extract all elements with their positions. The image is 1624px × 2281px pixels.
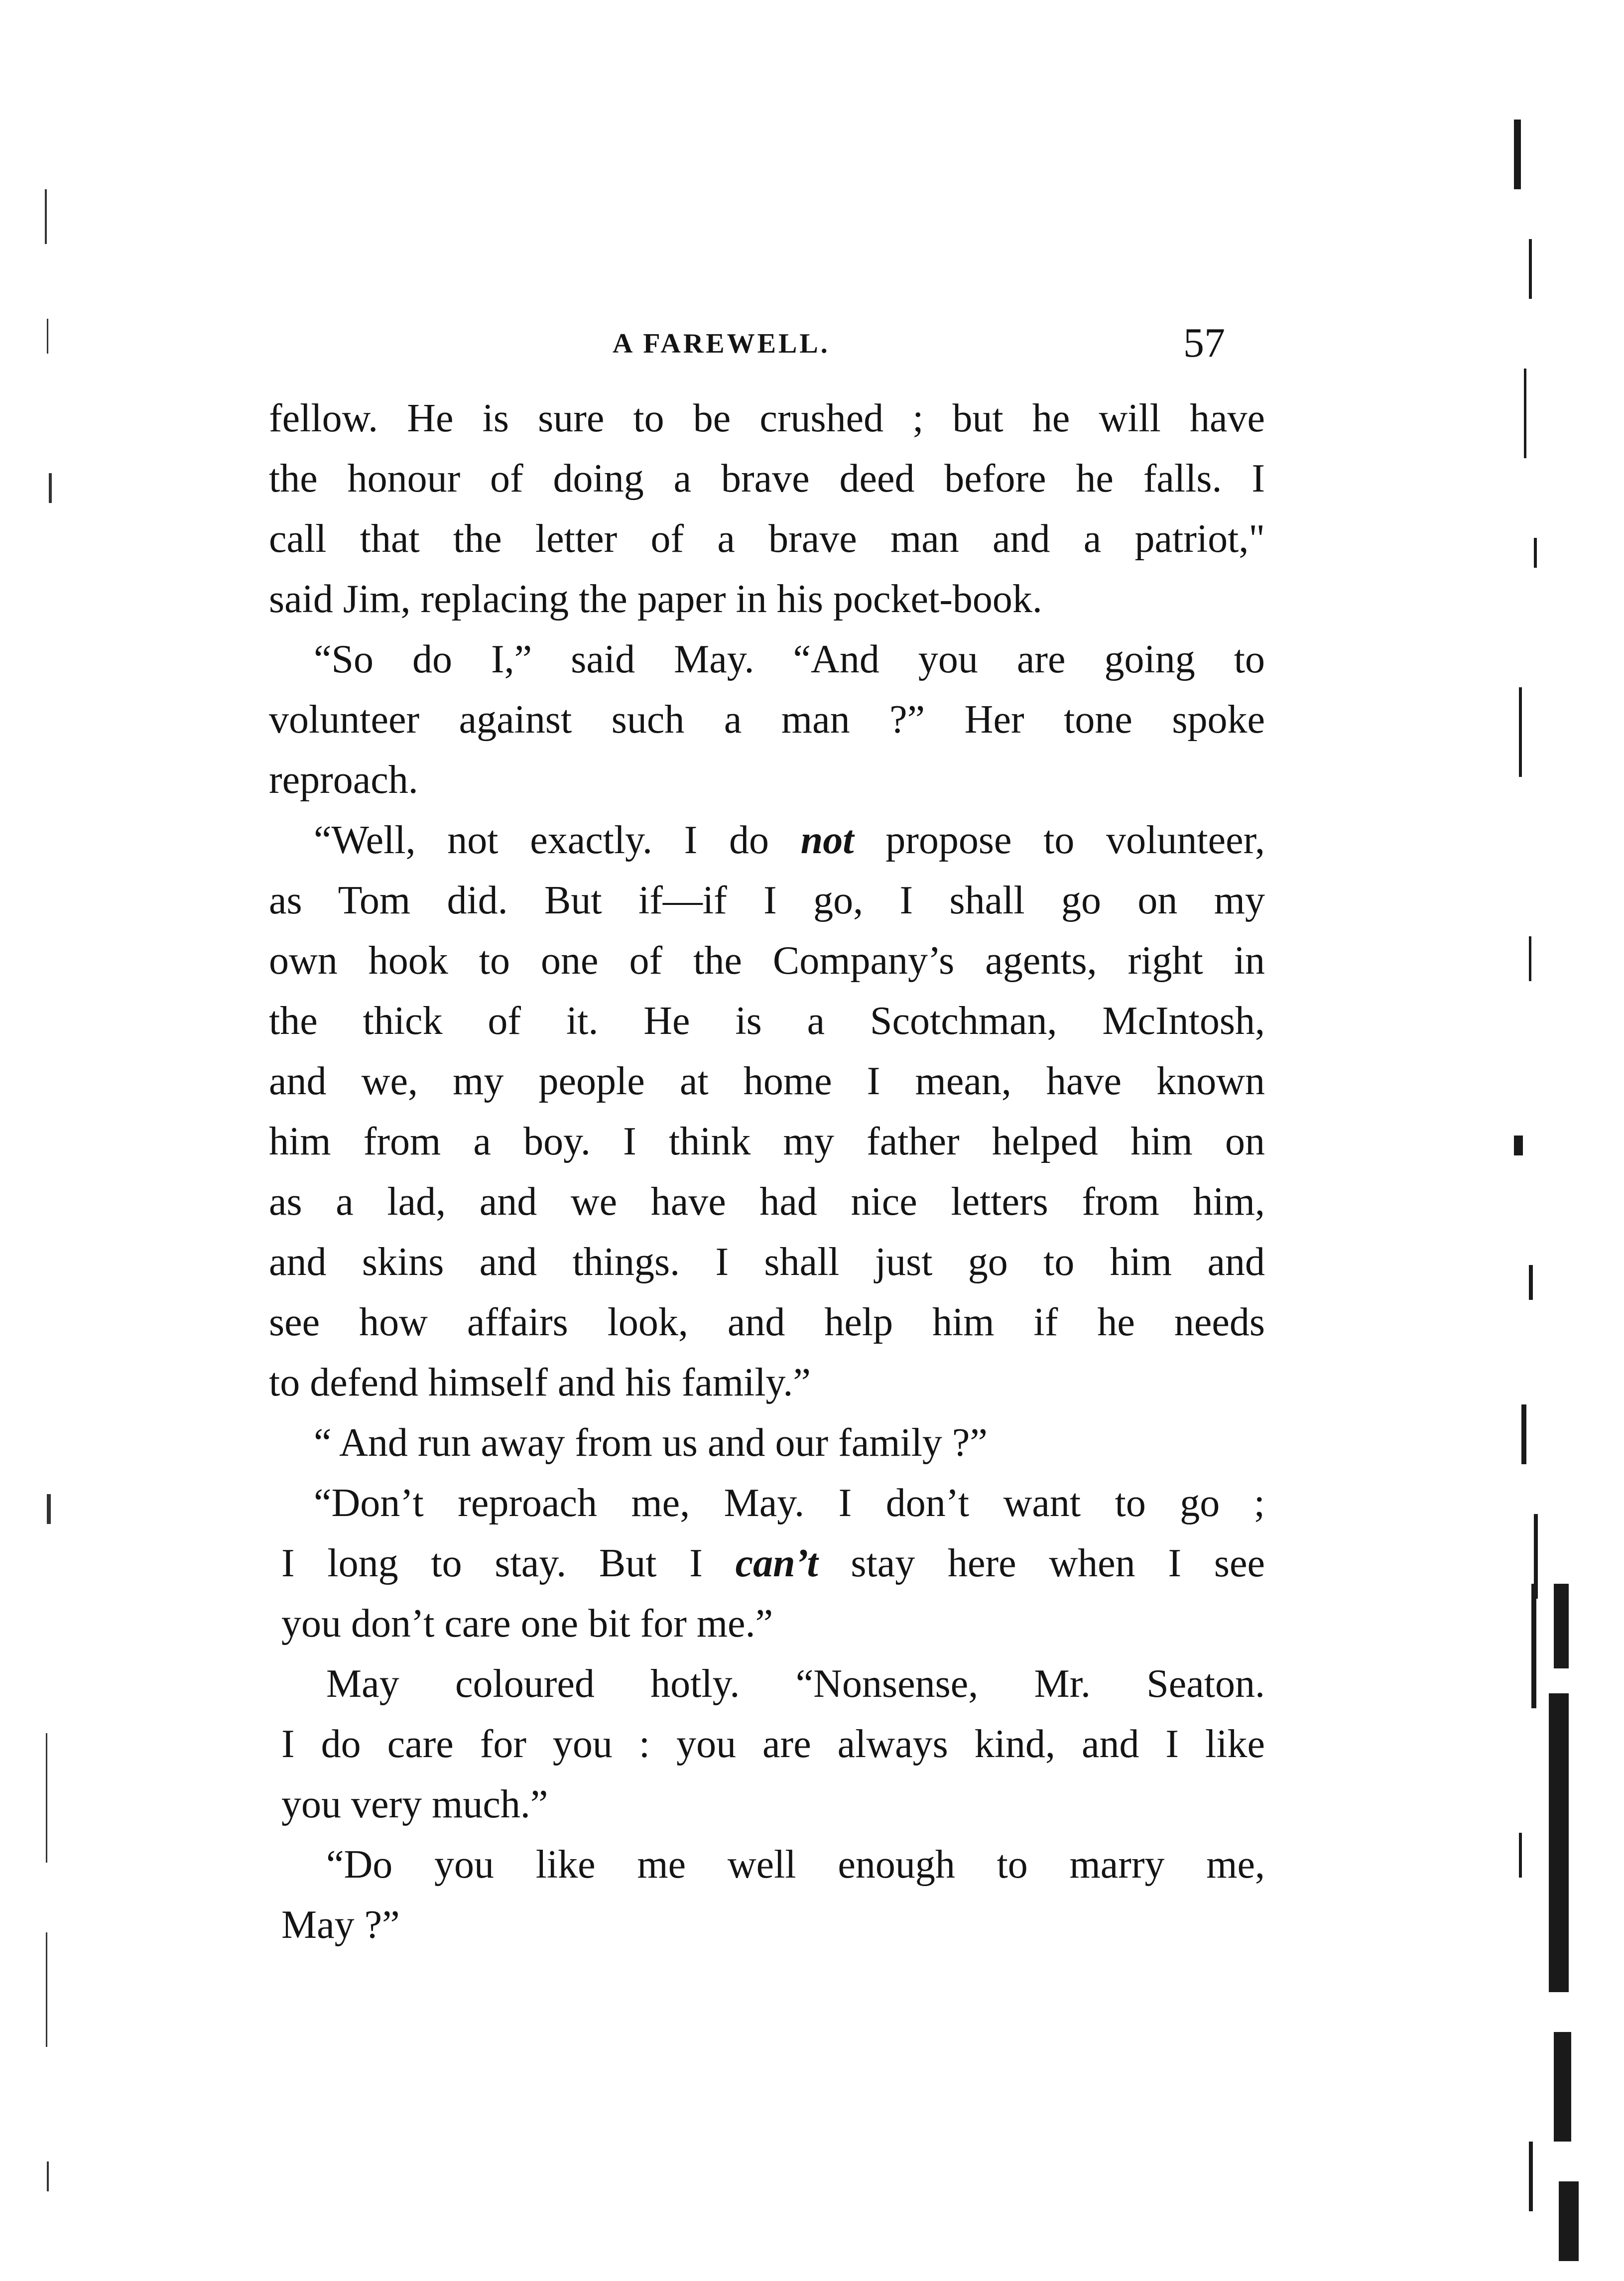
text-line: I do care for you : you are always kind, and I like xyxy=(281,1722,1265,1766)
text-line: “Don’t reproach me, May. I don’t want to go ; xyxy=(314,1481,1265,1525)
text-line: own hook to one of the Company’s agents, right in xyxy=(269,939,1265,983)
text-line: reproach. xyxy=(269,758,418,802)
text-line: as a lad, and we have had nice letters from him, xyxy=(269,1180,1265,1224)
text-line-with-emphasis xyxy=(269,1533,1265,1594)
text-fragment: “Well, not exactly. I do xyxy=(314,818,769,862)
text-line: him from a boy. I think my father helped him on xyxy=(269,1120,1265,1163)
text-line: May ?” xyxy=(281,1903,400,1947)
text-line: said Jim, replacing the paper in his pocket-book. xyxy=(269,577,1042,621)
text-line: see how affairs look, and help him if he needs xyxy=(269,1300,1265,1344)
scan-edge-artifacts xyxy=(1499,90,1599,2231)
text-line: “So do I,” said May. “And you are going to xyxy=(314,637,1265,681)
text-fragment: propose to volunteer, xyxy=(885,818,1265,862)
emphasis-text: not xyxy=(800,818,854,862)
text-line: you very much.” xyxy=(281,1782,548,1826)
page-number: 57 xyxy=(1183,320,1225,366)
text-line: you don’t care one bit for me.” xyxy=(281,1602,773,1646)
text-line: and skins and things. I shall just go to him and xyxy=(269,1240,1265,1284)
emphasis-text: can’t xyxy=(735,1541,818,1585)
body-text xyxy=(269,388,1265,1955)
text-line: May coloured hotly. “Nonsense, Mr. Seaton. xyxy=(326,1662,1265,1706)
scan-edge-artifacts-left xyxy=(40,189,60,2281)
running-head: A FAREWELL. xyxy=(613,328,830,359)
text-line: volunteer against such a man ?” Her tone spoke xyxy=(269,698,1265,742)
text-line: the honour of doing a brave deed before he falls. I xyxy=(269,457,1265,501)
text-line: fellow. He is sure to be crushed ; but he will have xyxy=(269,396,1265,440)
text-line-with-emphasis xyxy=(269,810,1265,871)
text-line: to defend himself and his family.” xyxy=(269,1361,811,1404)
page-header xyxy=(613,319,1225,374)
text-line: “Do you like me well enough to marry me, xyxy=(326,1843,1265,1887)
text-line: “ And run away from us and our family ?” xyxy=(314,1421,988,1465)
text-line: and we, my people at home I mean, have known xyxy=(269,1059,1265,1103)
text-line: as Tom did. But if—if I go, I shall go on my xyxy=(269,879,1265,922)
text-line: the thick of it. He is a Scotchman, McIntosh, xyxy=(269,999,1265,1043)
text-line: call that the letter of a brave man and a patriot," xyxy=(269,517,1265,561)
text-fragment: I long to stay. But I xyxy=(281,1541,703,1585)
text-fragment: stay here when I see xyxy=(851,1541,1265,1585)
